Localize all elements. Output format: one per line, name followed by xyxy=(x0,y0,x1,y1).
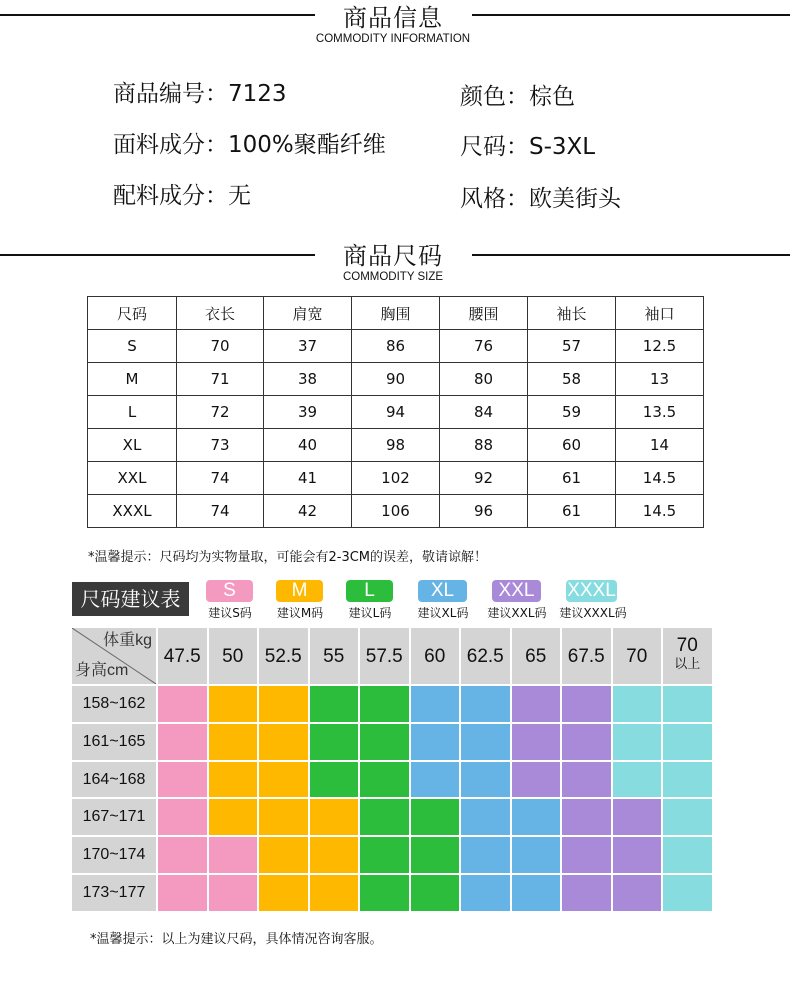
size-section-subtitle: COMMODITY SIZE xyxy=(342,271,444,283)
table-cell: 86 xyxy=(352,330,440,363)
size-cell-l xyxy=(310,724,359,760)
legend-badge-m: M xyxy=(276,580,323,602)
size-cell-m xyxy=(310,837,359,873)
height-row-label: 173~177 xyxy=(72,875,156,911)
table-cell: 94 xyxy=(352,396,440,429)
size-cell-xxl xyxy=(562,686,611,722)
size-cell-s xyxy=(209,837,258,873)
size-cell-l xyxy=(411,799,460,835)
size-cell-m xyxy=(259,686,308,722)
table-header-row xyxy=(88,297,704,330)
field-label: 商品编号： xyxy=(113,81,228,107)
legend-caption-xl: 建议XL码 xyxy=(417,606,469,620)
size-cell-xxl xyxy=(613,875,662,911)
legend-caption-l: 建议L码 xyxy=(348,606,392,620)
table-cell: M xyxy=(88,363,177,396)
table-cell: XXXL xyxy=(88,495,177,528)
field-label: 尺码： xyxy=(460,134,529,160)
info-header-line-left xyxy=(0,14,315,16)
table-cell: 41 xyxy=(264,462,352,495)
table-cell: 38 xyxy=(264,363,352,396)
weight-header-cell: 55 xyxy=(310,628,359,684)
size-cell-s xyxy=(158,875,207,911)
legend-badge-xxl: XXL xyxy=(492,580,541,602)
table-cell: S xyxy=(88,330,177,363)
table-cell: L xyxy=(88,396,177,429)
field-value: 无 xyxy=(228,183,251,209)
header-cell: 袖长 xyxy=(528,297,616,330)
size-cell-l xyxy=(360,724,409,760)
table-cell: 61 xyxy=(528,495,616,528)
table-cell: 57 xyxy=(528,330,616,363)
size-cell-xl xyxy=(461,762,510,798)
header-cell: 衣长 xyxy=(177,297,264,330)
header-cell: 袖口 xyxy=(616,297,704,330)
table-cell: 60 xyxy=(528,429,616,462)
table-cell: 13.5 xyxy=(616,396,704,429)
size-cell-xxl xyxy=(562,875,611,911)
table-cell: 72 xyxy=(177,396,264,429)
size-cell-s xyxy=(158,837,207,873)
size-header-line-left xyxy=(0,254,315,256)
table-cell: 106 xyxy=(352,495,440,528)
corner-weight-label: 体重kg xyxy=(103,632,152,649)
size-cell-m xyxy=(310,875,359,911)
size-cell-xl xyxy=(461,686,510,722)
header-cell: 胸围 xyxy=(352,297,440,330)
size-cell-m xyxy=(209,686,258,722)
header-cell: 尺码 xyxy=(88,297,177,330)
size-cell-xxxl xyxy=(663,686,712,722)
legend-caption-xxxl: 建议XXXL码 xyxy=(559,606,627,620)
table-cell: 37 xyxy=(264,330,352,363)
size-note: *温馨提示：尺码均为实物量取，可能会有2-3CM的误差，敬请谅解！ xyxy=(88,550,488,565)
table-row xyxy=(88,429,704,462)
weight-header-cell: 57.5 xyxy=(360,628,409,684)
info-section-title: 商品信息 xyxy=(343,4,443,32)
weight-header-cell: 47.5 xyxy=(158,628,207,684)
legend-badge-s: S xyxy=(206,580,253,602)
table-cell: 84 xyxy=(440,396,528,429)
weight-header-cell: 70 xyxy=(613,628,662,684)
size-cell-xxl xyxy=(562,799,611,835)
size-cell-m xyxy=(259,799,308,835)
weight-header-cell: 52.5 xyxy=(259,628,308,684)
field-label: 面料成分： xyxy=(113,132,228,158)
size-cell-xxxl xyxy=(663,875,712,911)
size-cell-m xyxy=(259,875,308,911)
table-cell: 90 xyxy=(352,363,440,396)
size-cell-xl xyxy=(461,875,510,911)
size-cell-xl xyxy=(512,875,561,911)
size-cell-xl xyxy=(461,837,510,873)
size-cell-s xyxy=(209,875,258,911)
size-cell-xxl xyxy=(562,724,611,760)
field-value: 棕色 xyxy=(529,84,575,110)
corner-height-label: 身高cm xyxy=(75,662,129,679)
field-label: 颜色： xyxy=(460,84,529,110)
size-table xyxy=(87,296,704,528)
legend-badge-xl: XL xyxy=(418,580,467,602)
field-label: 配料成分： xyxy=(113,183,228,209)
field-size-range xyxy=(460,128,595,161)
recommendation-title: 尺码建议表 xyxy=(72,582,189,616)
size-cell-xxl xyxy=(562,837,611,873)
table-cell: 74 xyxy=(177,462,264,495)
weight-header-last-sub: 以上 xyxy=(674,656,701,671)
info-section-subtitle: COMMODITY INFORMATION xyxy=(315,33,471,45)
field-value: 100%聚酯纤维 xyxy=(228,132,386,158)
table-cell: 61 xyxy=(528,462,616,495)
table-cell: 42 xyxy=(264,495,352,528)
table-row xyxy=(88,495,704,528)
weight-header-last-value: 70 xyxy=(676,635,698,656)
info-header-line-right xyxy=(472,14,790,16)
weight-header-cell: 65 xyxy=(512,628,561,684)
table-cell: XXL xyxy=(88,462,177,495)
size-cell-l xyxy=(411,837,460,873)
table-cell: 70 xyxy=(177,330,264,363)
size-cell-xxl xyxy=(613,837,662,873)
table-row xyxy=(88,396,704,429)
size-cell-l xyxy=(310,686,359,722)
size-cell-m xyxy=(259,762,308,798)
table-cell: 12.5 xyxy=(616,330,704,363)
header-cell: 腰围 xyxy=(440,297,528,330)
size-cell-m xyxy=(209,762,258,798)
size-cell-xxxl xyxy=(613,762,662,798)
size-cell-xl xyxy=(512,837,561,873)
size-cell-l xyxy=(360,875,409,911)
table-cell: 39 xyxy=(264,396,352,429)
table-cell: 73 xyxy=(177,429,264,462)
size-cell-xxl xyxy=(562,762,611,798)
table-cell: XL xyxy=(88,429,177,462)
size-cell-xl xyxy=(461,724,510,760)
table-cell: 13 xyxy=(616,363,704,396)
legend-caption-s: 建议S码 xyxy=(208,606,252,620)
size-cell-xl xyxy=(411,724,460,760)
table-cell: 71 xyxy=(177,363,264,396)
table-cell: 80 xyxy=(440,363,528,396)
size-cell-xxxl xyxy=(613,724,662,760)
table-cell: 40 xyxy=(264,429,352,462)
table-cell: 98 xyxy=(352,429,440,462)
field-color xyxy=(460,78,575,111)
size-cell-s xyxy=(158,762,207,798)
size-cell-xxl xyxy=(512,724,561,760)
size-cell-l xyxy=(310,762,359,798)
weight-header-cell-last xyxy=(663,628,712,684)
legend-caption-m: 建议M码 xyxy=(276,606,324,620)
size-cell-l xyxy=(360,762,409,798)
height-row-label: 158~162 xyxy=(72,686,156,722)
size-header-line-right xyxy=(472,254,790,256)
size-cell-xxxl xyxy=(613,686,662,722)
field-accessory xyxy=(113,177,251,210)
height-row-label: 167~171 xyxy=(72,799,156,835)
size-cell-m xyxy=(209,724,258,760)
field-value: 7123 xyxy=(228,81,287,107)
size-section-title: 商品尺码 xyxy=(343,242,443,270)
table-cell: 74 xyxy=(177,495,264,528)
size-cell-s xyxy=(158,799,207,835)
size-cell-m xyxy=(209,799,258,835)
size-cell-xxxl xyxy=(663,724,712,760)
table-row xyxy=(88,363,704,396)
size-cell-s xyxy=(158,686,207,722)
size-cell-m xyxy=(259,837,308,873)
size-cell-xxxl xyxy=(663,799,712,835)
size-cell-xl xyxy=(411,762,460,798)
size-cell-s xyxy=(158,724,207,760)
size-cell-xl xyxy=(461,799,510,835)
header-cell: 肩宽 xyxy=(264,297,352,330)
table-cell: 14 xyxy=(616,429,704,462)
field-style xyxy=(460,180,621,213)
table-cell: 58 xyxy=(528,363,616,396)
grid-corner-cell xyxy=(72,628,156,684)
field-label: 风格： xyxy=(460,186,529,212)
size-cell-xxl xyxy=(512,762,561,798)
height-row-label: 161~165 xyxy=(72,724,156,760)
recommendation-note: *温馨提示：以上为建议尺码，具体情况咨询客服。 xyxy=(90,932,383,947)
size-cell-l xyxy=(360,686,409,722)
field-item-no xyxy=(113,75,287,108)
size-cell-m xyxy=(259,724,308,760)
weight-header-cell: 62.5 xyxy=(461,628,510,684)
field-value: 欧美街头 xyxy=(529,186,621,212)
table-row xyxy=(88,330,704,363)
table-cell: 76 xyxy=(440,330,528,363)
size-cell-m xyxy=(310,799,359,835)
size-cell-xl xyxy=(512,799,561,835)
table-row xyxy=(88,462,704,495)
table-cell: 102 xyxy=(352,462,440,495)
size-cell-xxxl xyxy=(663,837,712,873)
weight-header-cell: 67.5 xyxy=(562,628,611,684)
height-row-label: 170~174 xyxy=(72,837,156,873)
weight-header-cell: 50 xyxy=(209,628,258,684)
table-cell: 14.5 xyxy=(616,495,704,528)
legend-badge-xxxl: XXXL xyxy=(567,580,616,601)
field-value: S-3XL xyxy=(529,134,596,160)
legend-badge-l: L xyxy=(346,580,393,602)
size-recommendation-grid xyxy=(72,628,718,911)
table-cell: 14.5 xyxy=(616,462,704,495)
size-cell-xl xyxy=(411,686,460,722)
size-cell-l xyxy=(360,799,409,835)
size-cell-xxxl xyxy=(663,762,712,798)
size-cell-xxl xyxy=(512,686,561,722)
legend-caption-xxl: 建议XXL码 xyxy=(487,606,547,620)
table-cell: 59 xyxy=(528,396,616,429)
height-row-label: 164~168 xyxy=(72,762,156,798)
table-cell: 96 xyxy=(440,495,528,528)
table-cell: 92 xyxy=(440,462,528,495)
weight-header-cell: 60 xyxy=(411,628,460,684)
size-cell-l xyxy=(360,837,409,873)
size-cell-xxl xyxy=(613,799,662,835)
table-cell: 88 xyxy=(440,429,528,462)
size-cell-l xyxy=(411,875,460,911)
field-fabric xyxy=(113,126,386,159)
